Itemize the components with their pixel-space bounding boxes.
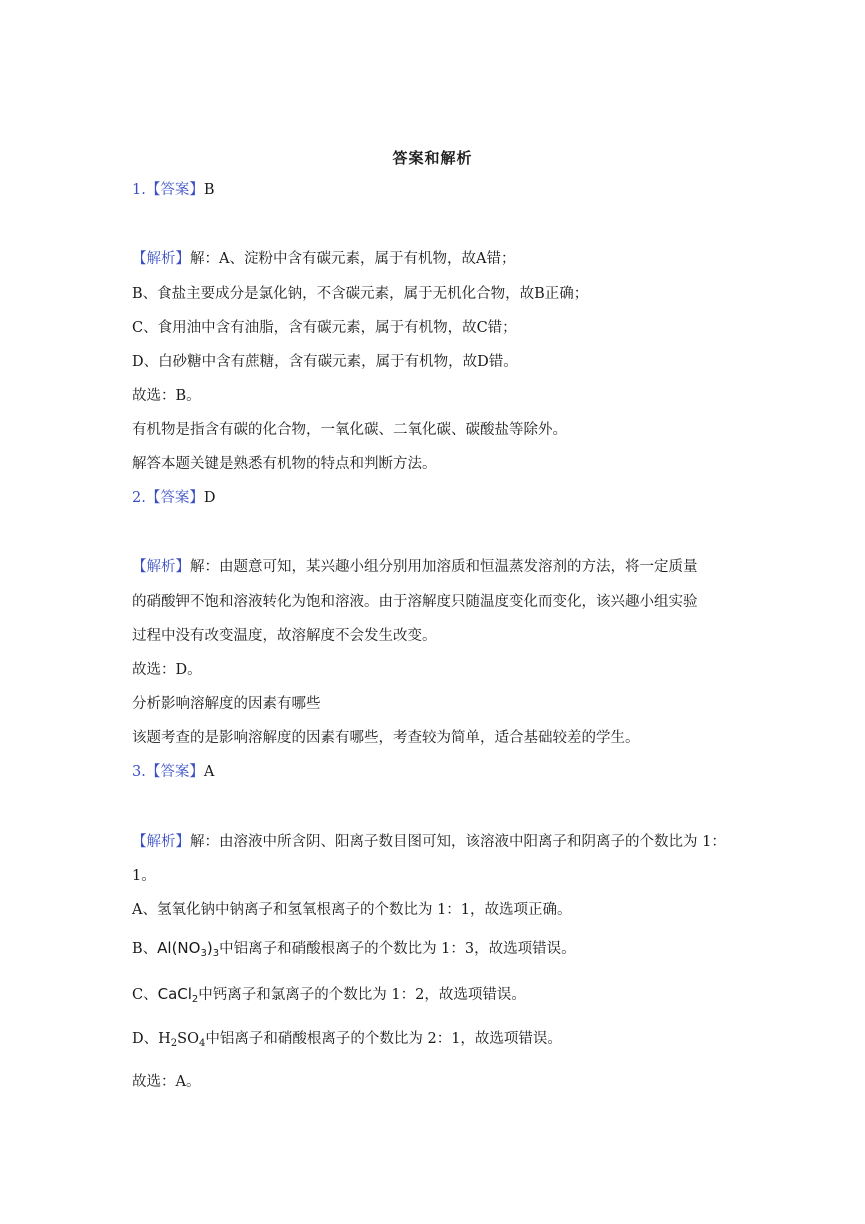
q3-line6 — [132, 1029, 562, 1049]
q3-answer-tag: 【答案】 — [145, 764, 204, 780]
q3-line4-prefix: B、 — [132, 941, 158, 957]
formula-subscript: 3 — [212, 948, 220, 959]
page-title: 答案和解析 — [392, 149, 473, 167]
formula-subscript: 3 — [200, 948, 207, 959]
q1-line3: C、食用油中含有油脂，含有碳元素，属于有机物，故C错； — [132, 320, 517, 336]
q3-line5-prefix: C、 — [132, 987, 158, 1003]
q1-number: 1. — [132, 182, 146, 198]
q1-answer: B — [203, 182, 215, 198]
q1-answer-tag: 【答案】 — [145, 182, 204, 198]
q1-answer-line — [132, 180, 215, 200]
q1-line4: D、白砂糖中含有蔗糖，含有碳元素，属于有机物，故D错。 — [132, 354, 518, 370]
q2-line3: 过程中没有改变温度，故溶解度不会发生改变。 — [132, 628, 437, 644]
q2-number: 2. — [132, 490, 146, 506]
q3-line5 — [132, 984, 526, 1005]
q3-answer: A — [203, 764, 215, 780]
formula-part: SO — [177, 1031, 199, 1047]
q3-line6-prefix: D、 — [132, 1031, 159, 1047]
q2-answer-tag: 【答案】 — [145, 490, 204, 506]
q1-analysis-tag: 【解析】 — [132, 251, 190, 267]
q1-analysis-text: 解：A、淀粉中含有碳元素，属于有机物，故A错； — [190, 251, 516, 267]
formula-part: Al(NO — [157, 939, 201, 957]
q1-line7: 解答本题关键是熟悉有机物的特点和判断方法。 — [132, 456, 437, 472]
q2-line6: 该题考查的是影响溶解度的因素有哪些，考查较为简单，适合基础较差的学生。 — [132, 730, 640, 746]
q3-number: 3. — [132, 764, 146, 780]
q3-analysis-tag: 【解析】 — [132, 834, 190, 850]
formula-cacl2 — [158, 985, 199, 1003]
q3-answer-line — [132, 762, 214, 782]
formula-part: CaCl — [157, 985, 192, 1003]
formula-h2so4 — [158, 1031, 205, 1047]
q1-line5: 故选：B。 — [132, 388, 201, 404]
formula-subscript: 4 — [199, 1038, 206, 1049]
q1-analysis-line — [132, 249, 515, 269]
formula-part: H — [158, 1031, 171, 1047]
q2-answer: D — [203, 490, 216, 506]
q2-answer-line — [132, 488, 215, 508]
q3-analysis-text: 解：由溶液中所含阴、阳离子数目图可知，该溶液中阳离子和阴离子的个数比为 1： — [190, 834, 726, 850]
q2-line5: 分析影响溶解度的因素有哪些 — [132, 696, 321, 712]
formula-subscript: 2 — [170, 1038, 178, 1049]
q2-analysis-tag: 【解析】 — [132, 559, 190, 575]
q2-line2: 的硝酸钾不饱和溶液转化为饱和溶液。由于溶解度只随温度变化而变化，该兴趣小组实验 — [132, 594, 698, 610]
q3-line5-rest: 中钙离子和氯离子的个数比为 1：2，故选项错误。 — [198, 987, 526, 1003]
q3-line6-rest: 中铝离子和硝酸根离子的个数比为 2：1，故选项错误。 — [205, 1031, 562, 1047]
q2-analysis-text: 解：由题意可知，某兴趣小组分别用加溶质和恒温蒸发溶剂的方法，将一定质量 — [190, 559, 698, 575]
q3-line4-rest: 中铝离子和硝酸根离子的个数比为 1：3，故选项错误。 — [219, 941, 576, 957]
formula-subscript: 2 — [191, 994, 199, 1005]
q3-analysis-line — [132, 832, 726, 852]
q3-line4 — [132, 938, 576, 959]
q2-analysis-line — [132, 557, 698, 577]
q1-line2: B、食盐主要成分是氯化钠，不含碳元素，属于无机化合物，故B正确； — [132, 286, 589, 302]
q1-line6: 有机物是指含有碳的化合物，一氧化碳、二氧化碳、碳酸盐等除外。 — [132, 422, 567, 438]
q3-line2: 1。 — [132, 868, 156, 884]
q3-line7: 故选：A。 — [132, 1074, 201, 1090]
q3-line3: A、氢氧化钠中钠离子和氢氧根离子的个数比为 1：1，故选项正确。 — [132, 902, 572, 918]
q2-line4: 故选：D。 — [132, 662, 202, 678]
formula-part: ) — [206, 939, 213, 957]
formula-al-no3-3 — [157, 939, 219, 957]
